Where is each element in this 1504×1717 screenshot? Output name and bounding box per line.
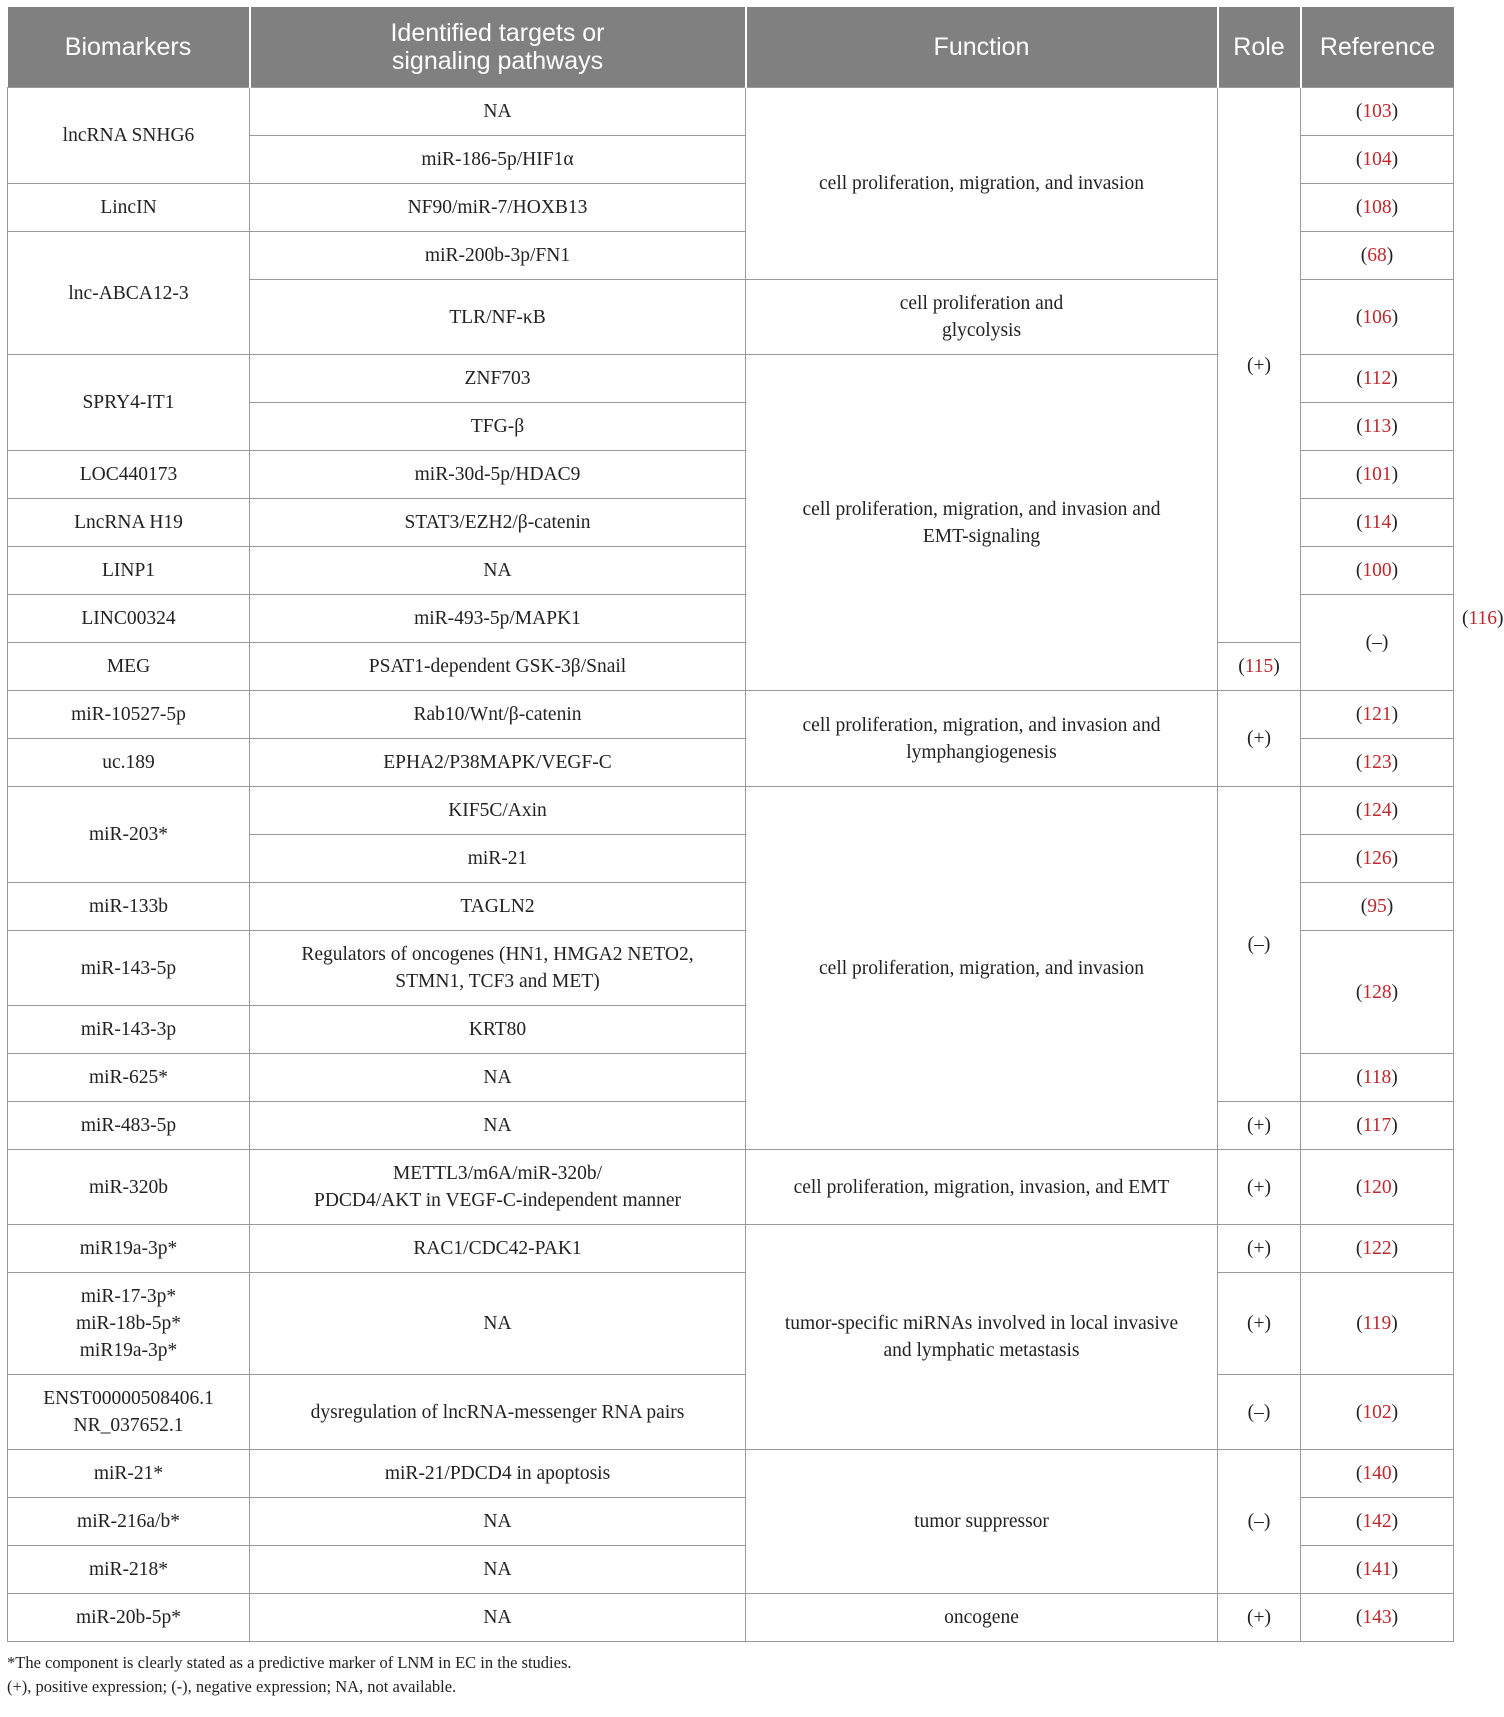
target-cell: TLR/NF-κB	[250, 280, 746, 355]
target-cell: NA	[250, 88, 746, 136]
reference-link[interactable]: 140	[1362, 1463, 1392, 1484]
biomarker-cell: miR-203*	[8, 787, 250, 883]
table-row	[8, 1150, 1454, 1225]
biomarker-cell: miR-143-3p	[8, 1006, 250, 1054]
target-cell: NA	[250, 1054, 746, 1102]
reference-link[interactable]: 100	[1362, 560, 1392, 581]
target-cell: miR-186-5p/HIF1α	[250, 136, 746, 184]
target-cell: NA	[250, 1498, 746, 1546]
reference-link[interactable]: 102	[1362, 1401, 1392, 1423]
reference-cell: (106)	[1301, 280, 1454, 355]
biomarker-cell: LINC00324	[8, 595, 250, 643]
table-row	[8, 1273, 1454, 1375]
reference-link[interactable]: 95	[1367, 896, 1387, 917]
biomarker-cell: miR-17-3p* miR-18b-5p* miR19a-3p*	[8, 1273, 250, 1375]
reference-cell: (68)	[1301, 232, 1454, 280]
role-cell: (+)	[1218, 1150, 1301, 1225]
reference-cell: (120)	[1301, 1150, 1454, 1225]
header-biomarkers: Biomarkers	[8, 7, 250, 88]
reference-cell: (143)	[1301, 1594, 1454, 1642]
reference-link[interactable]: 126	[1362, 848, 1392, 869]
role-cell: (–)	[1218, 787, 1301, 1102]
reference-cell: (112)	[1301, 355, 1454, 403]
reference-cell: (117)	[1301, 1102, 1454, 1150]
reference-cell: (115)	[1218, 643, 1301, 691]
reference-link[interactable]: 120	[1362, 1176, 1392, 1198]
table-row	[8, 1375, 1454, 1450]
biomarker-cell: miR-143-5p	[8, 931, 250, 1006]
reference-cell: (104)	[1301, 136, 1454, 184]
function-cell: tumor-specific miRNAs involved in local invasive and lymphatic metastasis	[746, 1225, 1218, 1450]
reference-cell: (118)	[1301, 1054, 1454, 1102]
reference-link[interactable]: 117	[1362, 1115, 1392, 1136]
reference-cell: (108)	[1301, 184, 1454, 232]
biomarker-cell: miR19a-3p*	[8, 1225, 250, 1273]
biomarker-cell: miR-10527-5p	[8, 691, 250, 739]
table-row	[8, 1225, 1454, 1273]
target-cell: TFG-β	[250, 403, 746, 451]
target-cell: KRT80	[250, 1006, 746, 1054]
table-footnotes	[7, 1651, 1453, 1699]
target-cell: NF90/miR-7/HOXB13	[250, 184, 746, 232]
table-row	[8, 1450, 1454, 1498]
biomarker-cell: miR-320b	[8, 1150, 250, 1225]
biomarker-cell: LOC440173	[8, 451, 250, 499]
reference-link[interactable]: 122	[1362, 1238, 1392, 1259]
role-cell: (+)	[1218, 691, 1301, 787]
target-cell: RAC1/CDC42-PAK1	[250, 1225, 746, 1273]
reference-link[interactable]: 119	[1362, 1313, 1392, 1334]
reference-cell: (114)	[1301, 499, 1454, 547]
target-cell: miR-30d-5p/HDAC9	[250, 451, 746, 499]
target-cell: dysregulation of lncRNA-messenger RNA pairs	[250, 1375, 746, 1450]
reference-link[interactable]: 141	[1362, 1559, 1392, 1580]
reference-link[interactable]: 112	[1362, 368, 1392, 389]
reference-cell: (100)	[1301, 547, 1454, 595]
role-cell: (+)	[1218, 1102, 1301, 1150]
target-cell: miR-21	[250, 835, 746, 883]
target-cell: ZNF703	[250, 355, 746, 403]
target-cell: NA	[250, 1102, 746, 1150]
target-cell: NA	[250, 1594, 746, 1642]
reference-link[interactable]: 106	[1362, 306, 1392, 328]
reference-cell: (95)	[1301, 883, 1454, 931]
biomarker-cell: miR-20b-5p*	[8, 1594, 250, 1642]
reference-link[interactable]: 143	[1362, 1607, 1392, 1628]
reference-cell: (126)	[1301, 835, 1454, 883]
header-targets: Identified targets or signaling pathways	[250, 7, 746, 88]
table-row: LINC00324 miR-493-5p/MAPK1 (–) (116)	[8, 595, 1454, 643]
function-cell: tumor suppressor	[746, 1450, 1218, 1594]
biomarker-cell: miR-625*	[8, 1054, 250, 1102]
biomarker-cell: ENST00000508406.1 NR_037652.1	[8, 1375, 250, 1450]
function-cell: cell proliferation, migration, and invasion	[746, 787, 1218, 1150]
role-cell: (+)	[1218, 88, 1301, 643]
table-row	[8, 88, 1454, 136]
reference-link[interactable]: 142	[1362, 1511, 1392, 1532]
role-cell: (–)	[1301, 595, 1454, 691]
footnote-asterisk: *The component is clearly stated as a predictive marker of LNM in EC in the studies.	[7, 1653, 572, 1672]
function-cell: cell proliferation, migration, and invasion and lymphangiogenesis	[746, 691, 1218, 787]
table-row	[8, 691, 1454, 739]
reference-link[interactable]: 68	[1367, 245, 1387, 266]
target-cell: PSAT1-dependent GSK-3β/Snail	[250, 643, 746, 691]
reference-cell: (121)	[1301, 691, 1454, 739]
reference-cell: (142)	[1301, 1498, 1454, 1546]
biomarker-table	[7, 7, 1504, 1642]
function-cell: cell proliferation, migration, invasion, and EMT	[746, 1150, 1218, 1225]
target-cell: TAGLN2	[250, 883, 746, 931]
footnote-abbreviations: (+), positive expression; (-), negative expression; NA, not available.	[7, 1677, 457, 1696]
target-cell: miR-21/PDCD4 in apoptosis	[250, 1450, 746, 1498]
reference-link[interactable]: 101	[1362, 464, 1392, 485]
role-cell: (+)	[1218, 1594, 1301, 1642]
reference-cell: (113)	[1301, 403, 1454, 451]
biomarker-cell: miR-218*	[8, 1546, 250, 1594]
function-cell: cell proliferation, migration, and invasion	[746, 88, 1218, 280]
biomarker-cell: miR-483-5p	[8, 1102, 250, 1150]
target-cell: Regulators of oncogenes (HN1, HMGA2 NETO2, STMN1, TCF3 and MET)	[250, 931, 746, 1006]
reference-cell: (141)	[1301, 1546, 1454, 1594]
biomarker-cell: lncRNA SNHG6	[8, 88, 250, 184]
biomarker-cell: miR-133b	[8, 883, 250, 931]
reference-link[interactable]: 128	[1362, 981, 1392, 1003]
header-role: Role	[1218, 7, 1301, 88]
reference-cell: (122)	[1301, 1225, 1454, 1273]
table-row	[8, 643, 1454, 691]
reference-cell: (140)	[1301, 1450, 1454, 1498]
reference-cell: (102)	[1301, 1375, 1454, 1450]
reference-link[interactable]: 114	[1362, 512, 1392, 533]
reference-link[interactable]: 103	[1362, 101, 1392, 122]
reference-link[interactable]: 108	[1362, 197, 1392, 218]
role-cell: (+)	[1218, 1273, 1301, 1375]
biomarker-cell: SPRY4-IT1	[8, 355, 250, 451]
biomarker-table-container	[7, 7, 1504, 1699]
target-cell: NA	[250, 1273, 746, 1375]
target-cell: NA	[250, 547, 746, 595]
reference-link[interactable]: 121	[1362, 704, 1392, 725]
reference-link[interactable]: 124	[1362, 800, 1392, 821]
target-cell: NA	[250, 1546, 746, 1594]
reference-link[interactable]: 115	[1244, 656, 1274, 677]
biomarker-cell: MEG	[8, 643, 250, 691]
target-cell: METTL3/m6A/miR-320b/ PDCD4/AKT in VEGF-C-independent manner	[250, 1150, 746, 1225]
reference-cell: (101)	[1301, 451, 1454, 499]
header-function: Function	[746, 7, 1218, 88]
biomarker-cell: miR-216a/b*	[8, 1498, 250, 1546]
reference-cell: (124)	[1301, 787, 1454, 835]
reference-cell: (103)	[1301, 88, 1454, 136]
target-cell: EPHA2/P38MAPK/VEGF-C	[250, 739, 746, 787]
reference-link[interactable]: 123	[1362, 752, 1392, 773]
function-cell: cell proliferation and glycolysis	[746, 280, 1218, 355]
table-header-row	[8, 7, 1454, 88]
reference-link[interactable]: 113	[1362, 416, 1392, 437]
biomarker-cell: LINP1	[8, 547, 250, 595]
reference-cell: (123)	[1301, 739, 1454, 787]
target-cell: Rab10/Wnt/β-catenin	[250, 691, 746, 739]
biomarker-cell: miR-21*	[8, 1450, 250, 1498]
biomarker-cell: LincIN	[8, 184, 250, 232]
reference-link[interactable]: 116	[1468, 608, 1498, 629]
reference-link[interactable]: 118	[1362, 1067, 1392, 1088]
target-cell: miR-200b-3p/FN1	[250, 232, 746, 280]
table-row	[8, 787, 1454, 835]
reference-link[interactable]: 104	[1362, 149, 1392, 170]
table-row	[8, 1102, 1454, 1150]
target-cell: STAT3/EZH2/β-catenin	[250, 499, 746, 547]
role-cell: (+)	[1218, 1225, 1301, 1273]
function-cell: cell proliferation, migration, and invasion and EMT-signaling	[746, 355, 1218, 691]
function-cell: oncogene	[746, 1594, 1218, 1642]
biomarker-cell: lnc-ABCA12-3	[8, 232, 250, 355]
target-cell: miR-493-5p/MAPK1	[250, 595, 746, 643]
reference-cell: (119)	[1301, 1273, 1454, 1375]
header-reference: Reference	[1301, 7, 1454, 88]
biomarker-cell: uc.189	[8, 739, 250, 787]
reference-cell: (128)	[1301, 931, 1454, 1054]
biomarker-cell: LncRNA H19	[8, 499, 250, 547]
role-cell: (–)	[1218, 1450, 1301, 1594]
target-cell: KIF5C/Axin	[250, 787, 746, 835]
table-row	[8, 1594, 1454, 1642]
role-cell: (–)	[1218, 1375, 1301, 1450]
